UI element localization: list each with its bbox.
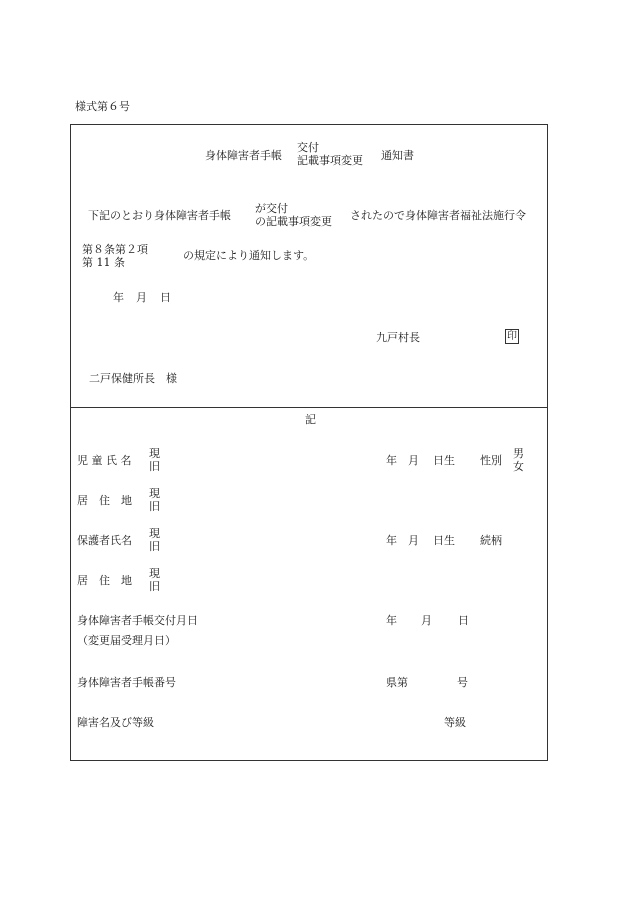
issue-year: 年 xyxy=(386,614,397,627)
clause-suffix: の規定により通知します。 xyxy=(183,249,315,262)
addressee: 二戸保健所長 様 xyxy=(89,372,177,385)
guardian-residence-label: 居 住 地 xyxy=(77,574,132,587)
body-after: されたので身体障害者福祉法施行令 xyxy=(350,209,526,222)
guardian-birth-month: 月 xyxy=(408,534,419,547)
handbook-number-label: 身体障害者手帳番号 xyxy=(77,676,176,689)
notice-date-day: 日 xyxy=(160,291,171,304)
notice-date-month: 月 xyxy=(136,291,147,304)
body-option-issue: が交付 xyxy=(255,202,288,215)
current-mark: 現 xyxy=(149,487,160,500)
current-mark: 現 xyxy=(149,447,160,460)
guardian-name-current-former xyxy=(149,527,160,553)
issue-month: 月 xyxy=(421,614,432,627)
former-mark: 旧 xyxy=(149,540,160,554)
change-receipt-date-label: （変更届受理月日） xyxy=(77,634,176,647)
former-mark: 旧 xyxy=(149,500,160,514)
birth-month: 月 xyxy=(408,454,419,467)
current-mark: 現 xyxy=(149,567,160,580)
body-option-change: の記載事項変更 xyxy=(255,215,332,229)
current-mark: 現 xyxy=(149,527,160,540)
guardian-residence-current-former xyxy=(149,567,160,593)
birth-year: 年 xyxy=(386,454,397,467)
child-residence-current-former xyxy=(149,487,160,513)
sex-options xyxy=(513,447,524,473)
notice-date-year: 年 xyxy=(113,291,124,304)
issuer-name: 九戸村長 xyxy=(376,331,420,344)
sex-male: 男 xyxy=(513,447,524,460)
sex-female: 女 xyxy=(513,460,524,474)
title-prefix: 身体障害者手帳 xyxy=(205,149,282,162)
prefecture-no-label: 県第 xyxy=(386,676,408,689)
title-options xyxy=(297,141,363,167)
body-clauses xyxy=(82,243,148,269)
child-name-label: 児 童 氏 名 xyxy=(77,454,132,467)
former-mark: 旧 xyxy=(149,460,160,474)
title-suffix: 通知書 xyxy=(381,149,414,162)
title-option-issue: 交付 xyxy=(297,141,319,154)
section-divider xyxy=(70,407,548,408)
ki-label: 記 xyxy=(305,413,316,426)
disability-grade-label: 障害名及び等級 xyxy=(77,716,154,729)
body-lead: 下記のとおり身体障害者手帳 xyxy=(88,209,231,222)
relationship-label: 続柄 xyxy=(480,534,502,547)
child-name-current-former xyxy=(149,447,160,473)
grade-label: 等級 xyxy=(444,716,466,729)
guardian-name-label: 保護者氏名 xyxy=(77,534,132,547)
form-number: 様式第６号 xyxy=(75,100,130,113)
handbook-issue-date-label: 身体障害者手帳交付月日 xyxy=(77,614,198,627)
number-suffix: 号 xyxy=(457,676,468,689)
guardian-birth-day: 日生 xyxy=(433,534,455,547)
guardian-birth-year: 年 xyxy=(386,534,397,547)
clause-8-2: 第８条第２項 xyxy=(82,243,148,256)
birth-day: 日生 xyxy=(433,454,455,467)
sex-label: 性別 xyxy=(480,454,502,467)
title-option-change: 記載事項変更 xyxy=(297,154,363,168)
body-options xyxy=(255,202,332,228)
clause-11: 第 11 条 xyxy=(82,256,125,270)
former-mark: 旧 xyxy=(149,580,160,594)
child-residence-label: 居 住 地 xyxy=(77,494,132,507)
seal-mark: 印 xyxy=(507,331,517,342)
issue-day: 日 xyxy=(458,614,469,627)
